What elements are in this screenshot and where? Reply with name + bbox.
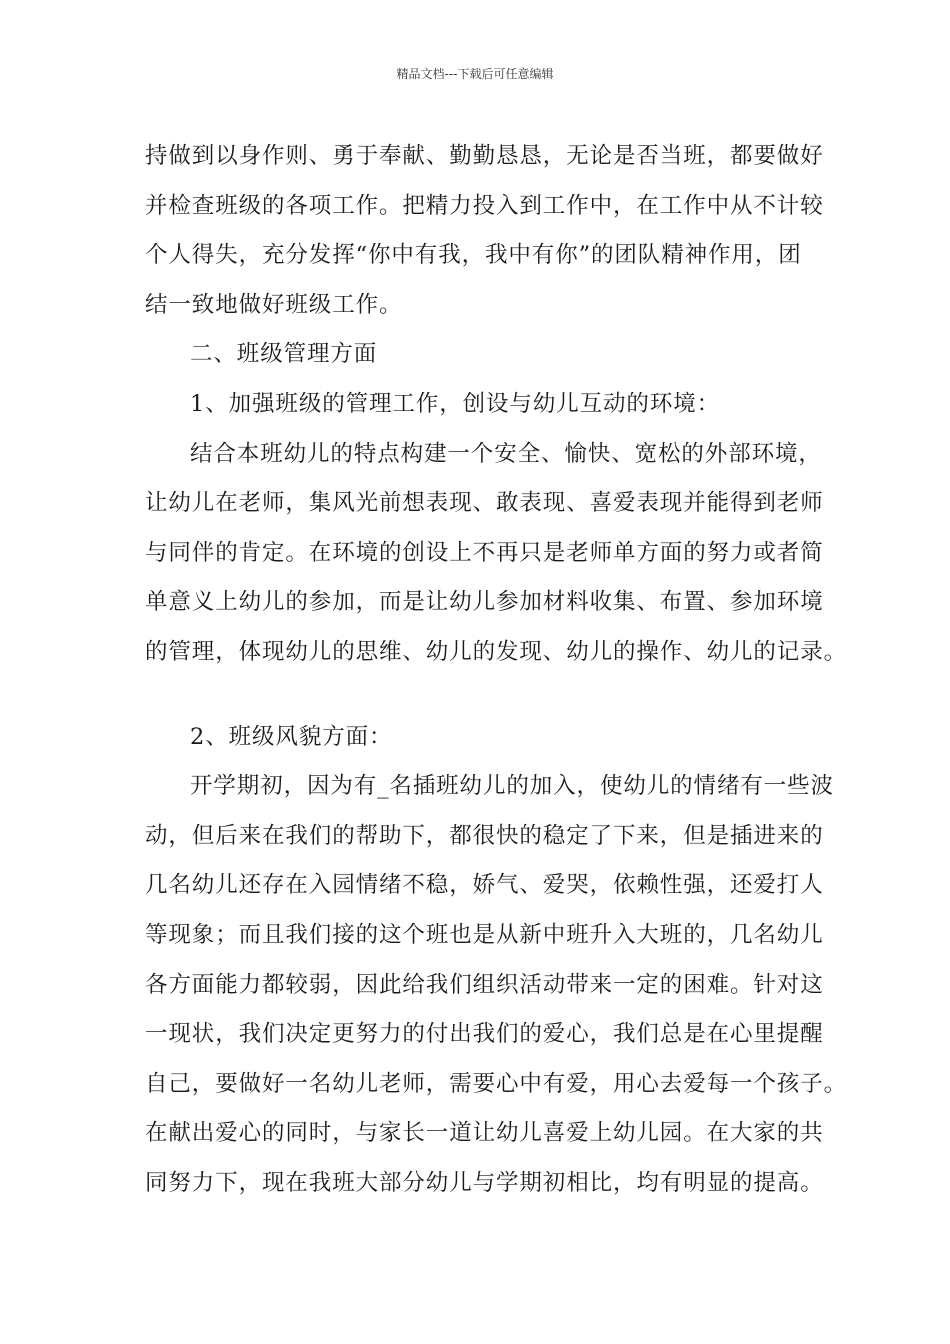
text-line: 各方面能力都较弱，因此给我们组织活动带来一定的困难。针对这 <box>145 971 824 998</box>
page-header: 精品文档---下载后可任意编辑 <box>396 67 554 81</box>
text-line: 与同伴的肯定。在环境的创设上不再只是老师单方面的努力或者简 <box>145 539 824 566</box>
text-line: 让幼儿在老师，集风光前想表现、敢表现、喜爱表现并能得到老师 <box>145 490 824 517</box>
text-line: 个人得失，充分发挥“你中有我，我中有你”的团队精神作用，团 <box>145 242 802 269</box>
paragraph-environment <box>145 430 848 678</box>
text-line: 自己，要做好一名幼儿老师，需要心中有爱，用心去爱每一个孩子。 <box>145 1070 848 1097</box>
paragraph-class-style <box>145 762 848 1208</box>
text-line: 同努力下，现在我班大部分幼儿与学期初相比，均有明显的提高。 <box>145 1169 824 1196</box>
text-line: 等现象；而且我们接的这个班也是从新中班升入大班的，几名幼儿 <box>145 921 824 948</box>
subsection-heading-class-style: 2、班级风貌方面： <box>190 723 393 750</box>
paragraph-gap <box>145 678 825 713</box>
text-line: 开学期初，因为有_名插班幼儿的加入，使幼儿的情绪有一些波 <box>190 773 834 800</box>
text-line: 持做到以身作则、勇于奉献、勤勤恳恳，无论是否当班，都要做好 <box>145 143 824 169</box>
text-line: 几名幼儿还存在入园情绪不稳，娇气、爱哭，依赖性强，还爱打人 <box>145 872 824 899</box>
text-line: 结一致地做好班级工作。 <box>145 291 403 318</box>
text-line: 的管理，体现幼儿的思维、幼儿的发现、幼儿的操作、幼儿的记录。 <box>145 638 848 665</box>
text-line: 一现状，我们决定更努力的付出我们的爱心，我们总是在心里提醒 <box>145 1021 824 1048</box>
section-heading-class-management: 二、班级管理方面 <box>190 341 378 368</box>
subsection-heading-environment: 1、加强班级的管理工作，创设与幼儿互动的环境： <box>190 390 721 417</box>
text-line: 单意义上幼儿的参加，而是让幼儿参加材料收集、布置、参加环境 <box>145 589 824 616</box>
text-line: 在献出爱心的同时，与家长一道让幼儿喜爱上幼儿园。在大家的共 <box>145 1120 824 1147</box>
text-line: 并检查班级的各项工作。把精力投入到工作中，在工作中从不计较 <box>145 192 824 219</box>
paragraph-teamwork <box>145 132 825 330</box>
text-line: 结合本班幼儿的特点构建一个安全、愉快、宽松的外部环境， <box>190 440 822 467</box>
document-body <box>145 132 848 1208</box>
text-line: 动，但后来在我们的帮助下，都很快的稳定了下来，但是插进来的 <box>145 822 824 849</box>
